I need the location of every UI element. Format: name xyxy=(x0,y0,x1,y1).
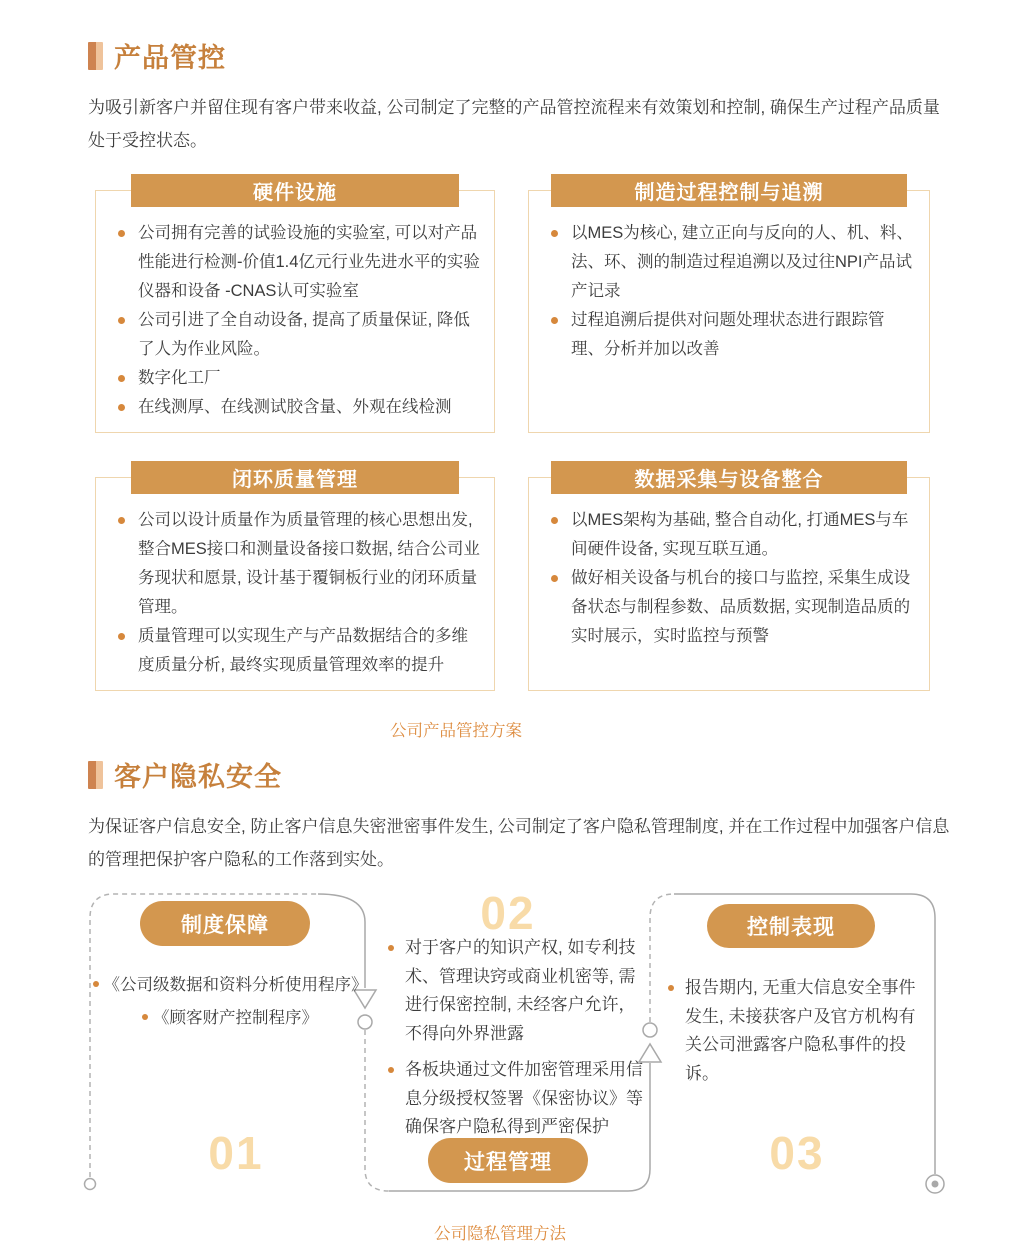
bullet-item: 公司拥有完善的试验设施的实验室, 可以对产品性能进行检测-价值1.4亿元行业先进水平的实验仪器和设备 -CNAS认可实验室 xyxy=(114,219,482,306)
bullet-item: 过程追溯后提供对问题处理状态进行跟踪管理、分析并加以改善 xyxy=(547,306,917,364)
box-process-control-traceability xyxy=(528,182,930,433)
section1-heading xyxy=(88,36,1024,75)
badge-control-performance: 控制表现 xyxy=(707,904,875,948)
product-control-boxes xyxy=(95,182,1024,691)
step2-number: 02 xyxy=(480,887,536,939)
step2-bullets xyxy=(388,934,652,1150)
section2-intro: 为保证客户信息安全, 防止客户信息失密泄密事件发生, 公司制定了客户隐私管理制度, 并在工作过程中加强客户信息的管理把保护客户隐私的工作落到实处。 xyxy=(88,817,950,869)
section1-intro: 为吸引新客户并留住现有客户带来收益, 公司制定了完整的产品管控流程来有效策划和控制, 确保生产过程产品质量处于受控状态。 xyxy=(88,98,940,150)
badge-process-management: 过程管理 xyxy=(428,1138,588,1183)
step1-number: 01 xyxy=(208,1127,264,1179)
bullet-item: 公司以设计质量作为质量管理的核心思想出发, 整合MES接口和测量设备接口数据, 结合公司业务现状和愿景, 设计基于覆铜板行业的闭环质量管理。 xyxy=(114,506,482,622)
bullet-item: 对于客户的知识产权, 如专利技术、管理诀窍或商业机密等, 需进行保密控制, 未经客户允许，不得向外界泄露 xyxy=(388,934,652,1048)
bullet-item: 做好相关设备与机台的接口与监控, 采集生成设备状态与制程参数、品质数据, 实现制造品质的实时展示，实时监控与预警 xyxy=(547,564,917,651)
box-header: 制造过程控制与追溯 xyxy=(551,174,907,207)
bullet-item: 质量管理可以实现生产与产品数据结合的多维度质量分析, 最终实现质量管理效率的提升 xyxy=(114,622,482,680)
bullet-item: 《顾客财产控制程序》 xyxy=(80,1002,380,1035)
box-header: 硬件设施 xyxy=(131,174,459,207)
box-header: 闭环质量管理 xyxy=(131,461,459,494)
box-data-collection-integration xyxy=(528,469,930,691)
section2-title: 客户隐私安全 xyxy=(114,762,282,792)
section1-title: 产品管控 xyxy=(114,43,226,73)
bullet-item: 以MES架构为基础, 整合自动化, 打通MES与车间硬件设备, 实现互联互通。 xyxy=(547,506,917,564)
bullet-item: 公司引进了全自动设备, 提高了质量保证, 降低了人为作业风险。 xyxy=(114,306,482,364)
step3-bullets xyxy=(668,974,920,1096)
badge-system-guarantee: 制度保障 xyxy=(140,901,310,946)
section2-heading xyxy=(88,755,1024,794)
bullet-item: 数字化工厂 xyxy=(114,364,482,393)
heading-accent-bar-icon xyxy=(88,761,103,789)
bullet-item: 各板块通过文件加密管理采用信息分级授权签署《保密协议》等确保客户隐私得到严密保护 xyxy=(388,1056,652,1142)
bullet-item: 《公司级数据和资料分析使用程序》 xyxy=(80,969,380,1002)
bullet-item: 在线测厚、在线测试胶含量、外观在线检测 xyxy=(114,393,482,422)
box-header: 数据采集与设备整合 xyxy=(551,461,907,494)
box-bullet-list xyxy=(114,219,482,422)
bullet-item: 报告期内, 无重大信息安全事件发生, 未接获客户及官方机构有关公司泄露客户隐私事件的投诉。 xyxy=(668,974,920,1088)
box-hardware-facilities xyxy=(95,182,495,433)
privacy-management-diagram xyxy=(0,886,1024,1218)
step3-number: 03 xyxy=(769,1127,825,1179)
heading-accent-bar-icon xyxy=(88,42,103,70)
report-page xyxy=(0,36,1024,1243)
box-bullet-list xyxy=(114,506,482,680)
section2-caption: 公司隐私管理方法 xyxy=(434,1225,566,1243)
step1-bullets xyxy=(80,969,380,1035)
section1-caption: 公司产品管控方案 xyxy=(390,722,522,740)
box-closed-loop-quality xyxy=(95,469,495,691)
box-bullet-list xyxy=(547,506,917,651)
box-bullet-list xyxy=(547,219,917,364)
bullet-item: 以MES为核心, 建立正向与反向的人、机、料、法、环、测的制造过程追溯以及过往NPI产品试产记录 xyxy=(547,219,917,306)
